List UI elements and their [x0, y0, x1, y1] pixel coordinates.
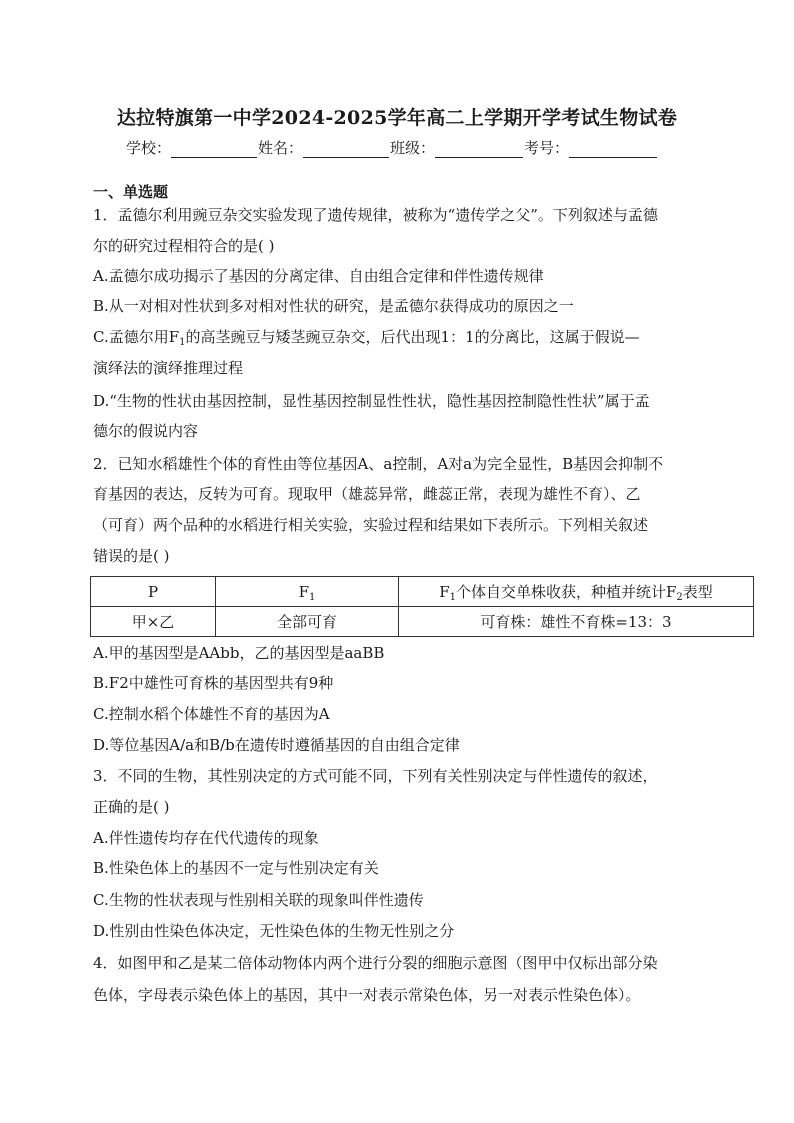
q1-option-b: B.从一对相对性状到多对相对性状的研究，是孟德尔获得成功的原因之一	[93, 297, 574, 315]
table-header-f2-post: 表型	[682, 583, 713, 601]
table-header-f1-pre: F	[298, 582, 310, 601]
table-cell-f2: 可育株：雄性不育株=13：3	[399, 607, 754, 637]
q1-option-c-pre: C.孟德尔用F	[93, 328, 180, 346]
q4-stem-line-2: 色体，字母表示染色体上的基因，其中一对表示常染色体，另一对表示性染色体）。	[93, 986, 641, 1004]
table-cell-p: 甲×乙	[91, 607, 216, 637]
q3-option-d: D.性别由性染色体决定，无性染色体的生物无性别之分	[93, 922, 455, 940]
table-header-f1-sub: 1	[309, 591, 316, 603]
q2-stem-line-3: （可育）两个品种的水稻进行相关实验，实验过程和结果如下表所示。下列相关叙述	[93, 516, 649, 534]
name-label: 姓名：	[258, 139, 304, 157]
q3-stem-line-1: 3．不同的生物，其性别决定的方式可能不同，下列有关性别决定与伴性遗传的叙述，	[93, 767, 658, 785]
table-header-f1	[216, 577, 399, 607]
table-header-f2-pre: F	[439, 583, 450, 601]
q1-option-a: A.孟德尔成功揭示了基因的分离定律、自由组合定律和伴性遗传规律	[93, 267, 544, 285]
number-blank[interactable]	[569, 140, 657, 158]
table-row	[91, 607, 754, 637]
school-blank[interactable]	[171, 140, 257, 158]
q4-stem-line-1: 4．如图甲和乙是某二倍体动物体内两个进行分裂的细胞示意图（图甲中仅标出部分染	[93, 954, 658, 972]
genetics-table	[90, 576, 754, 637]
table-header-row	[91, 577, 754, 607]
table-cell-f1: 全部可育	[216, 607, 399, 637]
q1-stem-line-2: 尔的研究过程相符合的是( )	[93, 237, 275, 255]
q1-option-c	[93, 327, 640, 347]
exam-title: 达拉特旗第一中学2024-2025学年高二上学期开学考试生物试卷	[116, 107, 678, 129]
class-blank[interactable]	[435, 140, 523, 158]
q3-option-c: C.生物的性状表现与性别相关联的现象叫伴性遗传	[93, 891, 424, 909]
table-header-f2-sub2: 2	[676, 592, 683, 603]
q1-option-c-line-2: 演绎法的演绎推理过程	[93, 359, 244, 377]
section-heading: 一、单选题	[93, 183, 169, 201]
student-info-row	[126, 137, 657, 158]
q1-option-d-line-2: 德尔的假说内容	[93, 422, 199, 440]
q2-stem-line-2: 育基因的表达，反转为可育。现取甲（雄蕊异常，雌蕊正常，表现为雄性不育）、乙	[93, 485, 641, 503]
number-label: 考号：	[524, 139, 570, 157]
q1-option-c-sub: 1	[179, 337, 186, 348]
q2-option-d: D.等位基因A/a和B/b在遗传时遵循基因的自由组合定律	[93, 736, 460, 754]
q2-option-b: B.F2中雄性可育株的基因型共有9种	[93, 674, 334, 692]
q1-stem-line-1: 1．孟德尔利用豌豆杂交实验发现了遗传规律，被称为“遗传学之父”。下列叙述与孟德	[93, 206, 658, 224]
q2-option-a: A.甲的基因型是AAbb，乙的基因型是aaBB	[93, 644, 385, 662]
table-header-p: P	[91, 577, 216, 607]
q3-stem-line-2: 正确的是( )	[93, 798, 170, 816]
q2-option-c: C.控制水稻个体雄性不育的基因为A	[93, 705, 330, 723]
table-header-f2	[399, 577, 754, 607]
name-blank[interactable]	[303, 140, 389, 158]
q2-stem-line-1: 2．已知水稻雄性个体的育性由等位基因A、a控制，A对a为完全显性，B基因会抑制不	[93, 455, 664, 473]
school-label: 学校：	[126, 139, 172, 157]
q2-stem-line-4: 错误的是( )	[93, 547, 170, 565]
table-header-f2-mid: 个体自交单株收获，种植并统计F	[455, 583, 677, 601]
q3-option-b: B.性染色体上的基因不一定与性别决定有关	[93, 859, 379, 877]
class-label: 班级：	[390, 139, 436, 157]
q1-option-d: D.“生物的性状由基因控制，显性基因控制显性性状，隐性基因控制隐性性状”属于孟	[93, 392, 650, 410]
q1-option-c-post: 的高茎豌豆与矮茎豌豆杂交，后代出现1：1的分离比，这属于假说—	[185, 328, 640, 346]
q3-option-a: A.伴性遗传均存在代代遗传的现象	[93, 829, 319, 847]
table-header-f2-sub1: 1	[449, 592, 456, 603]
